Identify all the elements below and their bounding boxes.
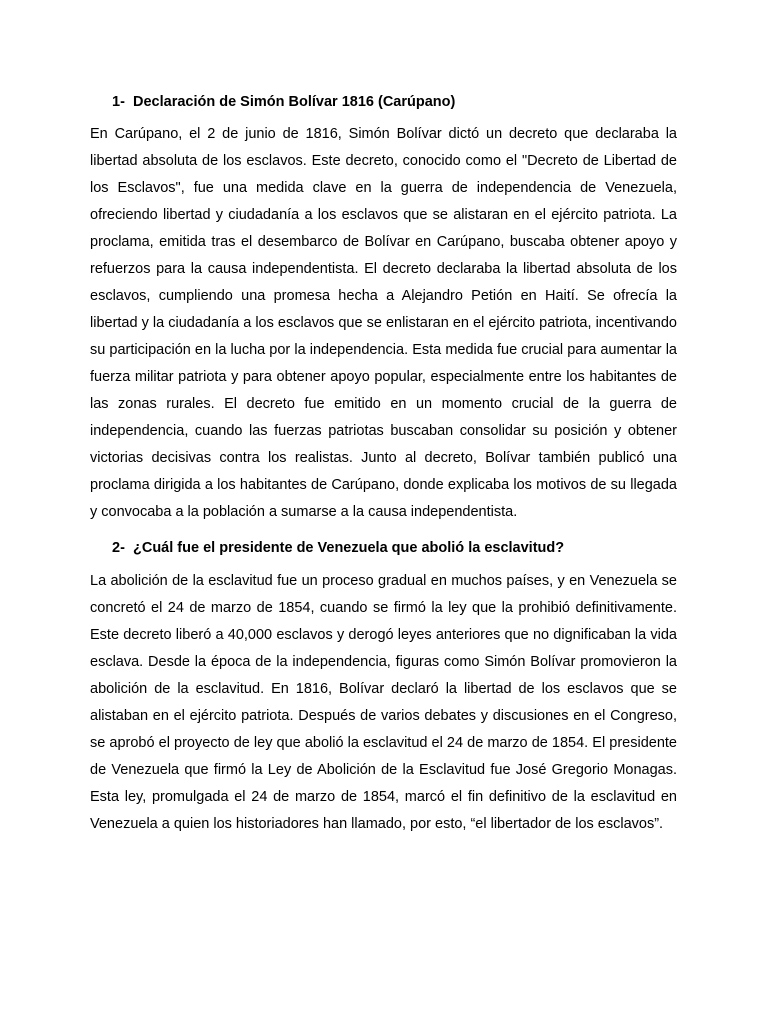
section-number: 2- bbox=[112, 540, 125, 556]
section-title: ¿Cuál fue el presidente de Venezuela que abolió la esclavitud? bbox=[133, 540, 565, 556]
document-page bbox=[90, 92, 677, 838]
section-heading bbox=[112, 92, 677, 112]
section-title: Declaración de Simón Bolívar 1816 (Carúpano) bbox=[133, 94, 456, 110]
section-paragraph: En Carúpano, el 2 de junio de 1816, Simón Bolívar dictó un decreto que declaraba la libertad absoluta de los esclavos. Este decreto, conocido como el "Decreto de Libertad de los Esclavos", fue una medida clave en la guerra de independencia de Venezuela, ofreciendo libertad y ciudadanía a los esclavos que se alistaran en el ejército patriota. La proclama, emitida tras el desembarco de Bolívar en Carúpano, buscaba obtener apoyo y refuerzos para la causa independentista. El decreto declaraba la libertad absoluta de los esclavos, cumpliendo una promesa hecha a Alejandro Petión en Haití. Se ofrecía la libertad y la ciudadanía a los esclavos que se enlistaran en el ejército patriota, incentivando su participación en la lucha por la independencia. Esta medida fue crucial para aumentar la fuerza militar patriota y para obtener apoyo popular, especialmente entre los habitantes de las zonas rurales. El decreto fue emitido en un momento crucial de la guerra de independencia, cuando las fuerzas patriotas buscaban consolidar su posición y obtener victorias decisivas contra los realistas. Junto al decreto, Bolívar también publicó una proclama dirigida a los habitantes de Carúpano, donde explicaba los motivos de su llegada y convocaba a la población a sumarse a la causa independentista. bbox=[90, 126, 677, 520]
section-number: 1- bbox=[112, 94, 125, 110]
section-paragraph: La abolición de la esclavitud fue un proceso gradual en muchos países, y en Venezuela se concretó el 24 de marzo de 1854, cuando se firmó la ley que la prohibió definitivamente. Este decreto liberó a 40,000 esclavos y derogó leyes anteriores que no dignificaban la vida esclava. Desde la época de la independencia, figuras como Simón Bolívar promovieron la abolición de la esclavitud. En 1816, Bolívar declaró la libertad de los esclavos que se alistaban en el ejército patriota. Después de varios debates y discusiones en el Congreso, se aprobó el proyecto de ley que abolió la esclavitud el 24 de marzo de 1854. El presidente de Venezuela que firmó la Ley de Abolición de la Esclavitud fue José Gregorio Monagas. Esta ley, promulgada el 24 de marzo de 1854, marcó el fin definitivo de la esclavitud en Venezuela a quien los historiadores han llamado, por esto, “el libertador de los esclavos”. bbox=[90, 573, 677, 832]
section-heading bbox=[112, 538, 677, 558]
